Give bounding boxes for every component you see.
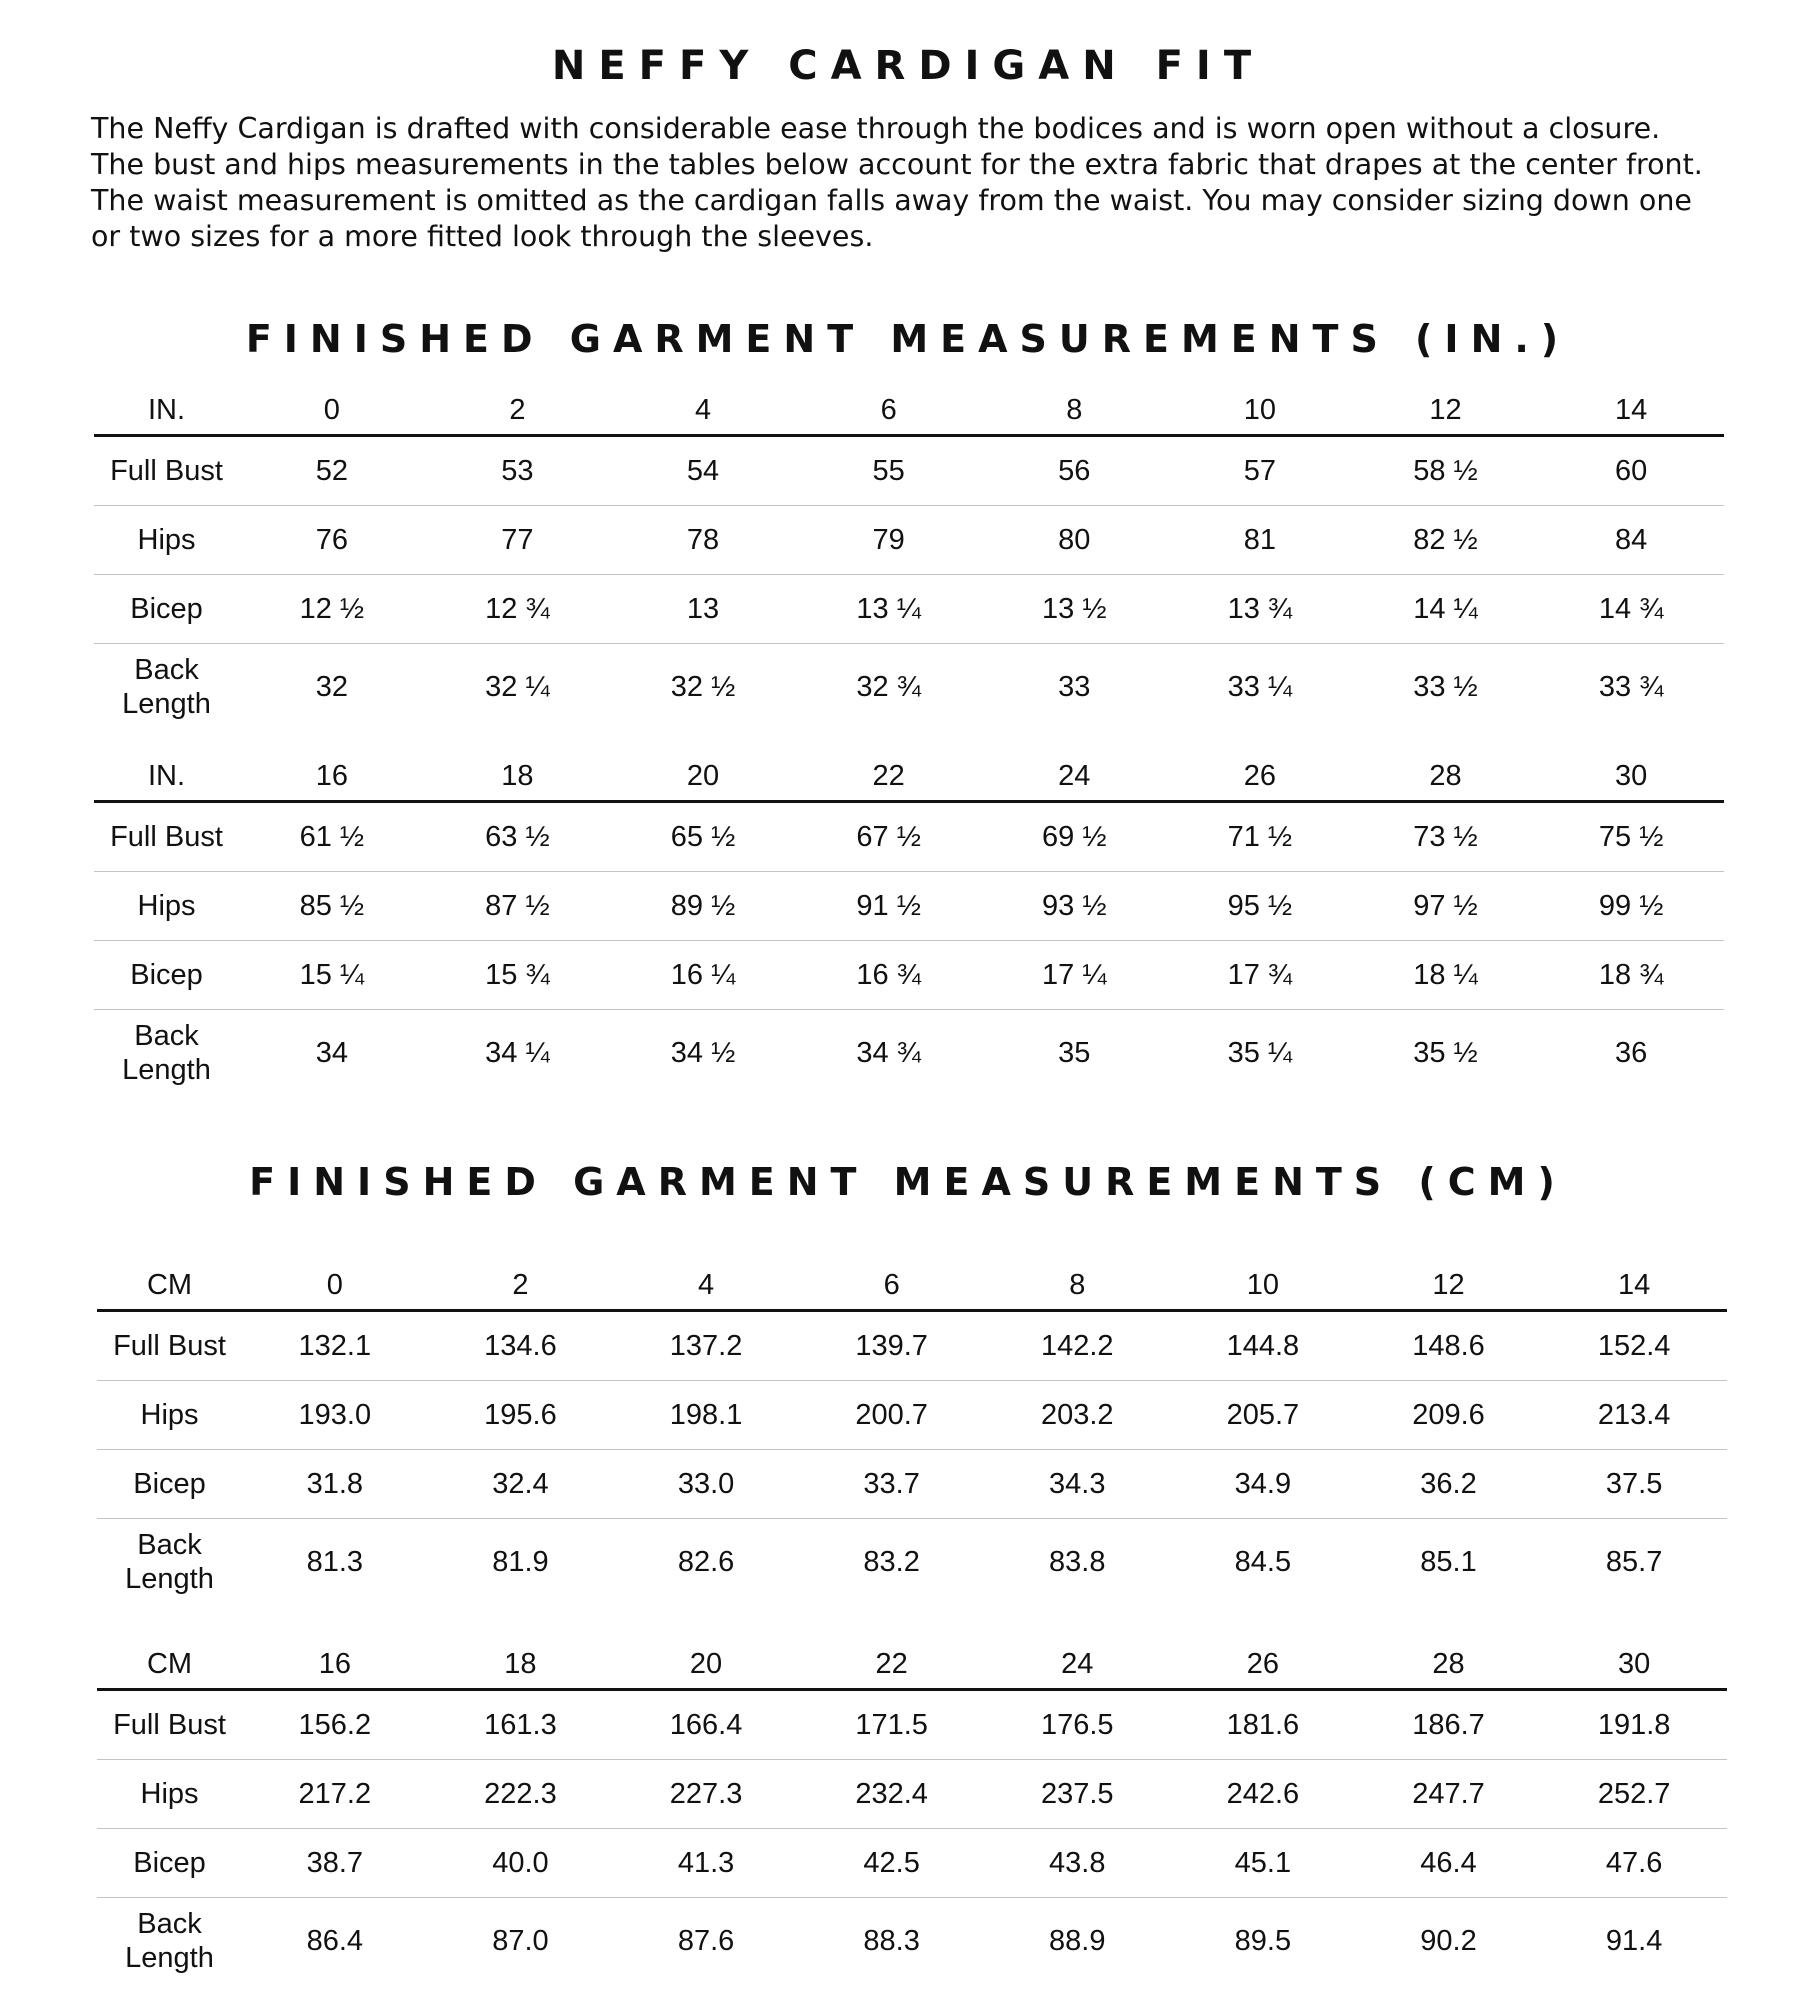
table-row	[97, 1311, 1727, 1381]
measurement-cell: 32 ½	[670, 670, 736, 703]
size-header: 24	[984, 1640, 1170, 1690]
measurement-cell: 81	[1167, 506, 1353, 575]
measurement-cell: 161.3	[428, 1690, 614, 1760]
size-header: 0	[242, 1261, 428, 1311]
measurement-cell: 12 ¾	[425, 575, 611, 644]
row-label: Bicep	[94, 575, 239, 644]
size-header: 22	[799, 1640, 985, 1690]
measurement-cell: 41.3	[613, 1829, 799, 1898]
measurement-cell: 42.5	[799, 1829, 985, 1898]
measurement-cell: 139.7	[799, 1311, 985, 1381]
measurement-cell: 54	[610, 436, 796, 506]
measurement-cell: 80	[981, 506, 1167, 575]
cm-section-heading: FINISHED GARMENT MEASUREMENTS (CM)	[249, 1160, 1567, 1204]
measurement-cell: 252.7	[1541, 1760, 1727, 1829]
header-row	[94, 752, 1724, 802]
size-header: 14	[1538, 386, 1724, 436]
header-row	[94, 386, 1724, 436]
measurement-cell: 33	[1058, 670, 1091, 703]
measurement-cell: 47.6	[1541, 1829, 1727, 1898]
measurement-cell: 16 ¼	[610, 941, 796, 1010]
size-header: 12	[1353, 386, 1539, 436]
measurement-cell: 15 ¼	[239, 941, 425, 1010]
size-header: 12	[1356, 1261, 1542, 1311]
measurement-cell: 16 ¾	[796, 941, 982, 1010]
measurement-cell: 55	[796, 436, 982, 506]
measurement-cell: 83.2	[863, 1545, 920, 1578]
measurement-cell: 18 ¾	[1538, 941, 1724, 1010]
row-label: Hips	[97, 1381, 242, 1450]
measurement-cell: 198.1	[613, 1381, 799, 1450]
row-label: Full Bust	[94, 436, 239, 506]
measurement-cell: 242.6	[1170, 1760, 1356, 1829]
measurement-cell: 65 ½	[610, 802, 796, 872]
intro-line: or two sizes for a more fitted look through the sleeves.	[91, 220, 874, 253]
measurement-cell: 217.2	[242, 1760, 428, 1829]
measurement-cell: 85 ½	[239, 872, 425, 941]
measurement-cell: 134.6	[428, 1311, 614, 1381]
measurement-cell: 13	[610, 575, 796, 644]
measurement-cell: 232.4	[799, 1760, 985, 1829]
measurement-table	[97, 1640, 1727, 1984]
measurement-cell: 32	[315, 670, 348, 703]
measurement-cell: 88.9	[1049, 1924, 1106, 1957]
intro-line: The bust and hips measurements in the tables below account for the extra fabric that drapes at the center front.	[91, 148, 1703, 181]
measurement-cell: 53	[425, 436, 611, 506]
size-header: 4	[613, 1261, 799, 1311]
measurement-cell: 186.7	[1356, 1690, 1542, 1760]
measurement-cell: 33.0	[613, 1450, 799, 1519]
row-label: Full Bust	[97, 1311, 242, 1381]
measurement-cell: 13 ¾	[1167, 575, 1353, 644]
measurement-cell: 35	[1058, 1036, 1091, 1069]
measurement-cell: 36.2	[1356, 1450, 1542, 1519]
measurement-cell: 35 ½	[1413, 1036, 1478, 1069]
measurement-cell: 58 ½	[1353, 436, 1539, 506]
measurement-cell: 222.3	[428, 1760, 614, 1829]
measurement-cell: 132.1	[242, 1311, 428, 1381]
row-label: Bicep	[97, 1829, 242, 1898]
measurement-cell: 43.8	[984, 1829, 1170, 1898]
measurement-cell: 81.3	[306, 1545, 364, 1578]
measurement-cell: 205.7	[1170, 1381, 1356, 1450]
measurement-cell: 14 ¾	[1538, 575, 1724, 644]
size-header: 26	[1167, 752, 1353, 802]
measurement-cell: 87 ½	[425, 872, 611, 941]
intro-paragraph	[91, 111, 1751, 255]
measurement-cell: 32 ¼	[485, 670, 550, 703]
measurement-cell: 33 ¾	[1598, 670, 1664, 703]
measurement-cell: 137.2	[613, 1311, 799, 1381]
measurement-cell: 166.4	[613, 1690, 799, 1760]
table-row	[97, 1519, 1727, 1606]
row-label: Bicep	[97, 1450, 242, 1519]
row-label: Bicep	[94, 941, 239, 1010]
measurement-cell: 91 ½	[796, 872, 982, 941]
table-row	[97, 1690, 1727, 1760]
table-row	[94, 506, 1724, 575]
measurement-cell: 156.2	[242, 1690, 428, 1760]
table-row	[97, 1829, 1727, 1898]
unit-header: IN.	[94, 752, 239, 802]
measurement-cell: 31.8	[242, 1450, 428, 1519]
measurement-cell: 82 ½	[1353, 506, 1539, 575]
measurement-cell: 14 ¼	[1353, 575, 1539, 644]
row-label: Hips	[94, 506, 239, 575]
size-header: 10	[1167, 386, 1353, 436]
measurement-cell: 75 ½	[1538, 802, 1724, 872]
measurement-cell: 87.0	[492, 1924, 549, 1957]
size-header: 2	[428, 1261, 614, 1311]
measurement-cell: 12 ½	[239, 575, 425, 644]
size-header: 24	[981, 752, 1167, 802]
measurement-cell: 87.6	[677, 1924, 735, 1957]
intro-line: The waist measurement is omitted as the cardigan falls away from the waist. You may consider sizing down one	[91, 184, 1692, 217]
measurement-cell: 203.2	[984, 1381, 1170, 1450]
measurement-cell: 85.1	[1420, 1545, 1477, 1578]
unit-header: IN.	[94, 386, 239, 436]
measurement-cell: 89 ½	[610, 872, 796, 941]
measurement-cell: 61 ½	[239, 802, 425, 872]
measurement-cell: 79	[796, 506, 982, 575]
measurement-cell: 37.5	[1541, 1450, 1727, 1519]
measurement-cell: 78	[610, 506, 796, 575]
row-label: Hips	[94, 872, 239, 941]
measurement-cell: 195.6	[428, 1381, 614, 1450]
measurement-table	[94, 386, 1724, 730]
row-label: Full Bust	[94, 802, 239, 872]
page-title: NEFFY CARDIGAN FIT	[551, 43, 1265, 89]
unit-header: CM	[97, 1640, 242, 1690]
measurement-cell: 82.6	[677, 1545, 735, 1578]
measurement-cell: 67 ½	[796, 802, 982, 872]
measurement-cell: 33 ½	[1413, 670, 1478, 703]
measurement-cell: 33.7	[799, 1450, 985, 1519]
measurement-cell: 18 ¼	[1353, 941, 1539, 1010]
measurement-cell: 36	[1615, 1036, 1648, 1069]
measurement-cell: 13 ¼	[796, 575, 982, 644]
size-header: 20	[613, 1640, 799, 1690]
measurement-cell: 84.5	[1234, 1545, 1292, 1578]
row-label: Back Length	[125, 1529, 214, 1595]
measurement-cell: 38.7	[242, 1829, 428, 1898]
measurement-cell: 34.9	[1170, 1450, 1356, 1519]
size-header: 16	[242, 1640, 428, 1690]
measurement-cell: 193.0	[242, 1381, 428, 1450]
size-header: 8	[984, 1261, 1170, 1311]
measurement-cell: 99 ½	[1538, 872, 1724, 941]
measurement-cell: 247.7	[1356, 1760, 1542, 1829]
measurement-cell: 85.7	[1605, 1545, 1663, 1578]
measurement-cell: 93 ½	[981, 872, 1167, 941]
measurement-cell: 90.2	[1420, 1924, 1477, 1957]
measurement-table	[94, 752, 1724, 1096]
measurement-cell: 17 ¾	[1167, 941, 1353, 1010]
table-row	[97, 1898, 1727, 1985]
measurement-cell: 56	[981, 436, 1167, 506]
size-header: 28	[1356, 1640, 1542, 1690]
measurement-cell: 152.4	[1541, 1311, 1727, 1381]
measurement-cell: 71 ½	[1167, 802, 1353, 872]
measurement-cell: 13 ½	[981, 575, 1167, 644]
measurement-cell: 84	[1538, 506, 1724, 575]
row-label: Hips	[97, 1760, 242, 1829]
table-row	[94, 644, 1724, 731]
measurement-cell: 63 ½	[425, 802, 611, 872]
measurement-cell: 148.6	[1356, 1311, 1542, 1381]
size-header: 6	[799, 1261, 985, 1311]
measurement-cell: 40.0	[428, 1829, 614, 1898]
measurement-cell: 95 ½	[1167, 872, 1353, 941]
table-row	[94, 1010, 1724, 1097]
measurement-cell: 34 ¼	[485, 1036, 550, 1069]
measurement-cell: 57	[1167, 436, 1353, 506]
measurement-cell: 181.6	[1170, 1690, 1356, 1760]
size-header: 18	[428, 1640, 614, 1690]
measurement-cell: 34	[315, 1036, 348, 1069]
measurement-cell: 237.5	[984, 1760, 1170, 1829]
size-header: 30	[1538, 752, 1724, 802]
measurement-cell: 60	[1538, 436, 1724, 506]
measurement-cell: 52	[239, 436, 425, 506]
measurement-cell: 34.3	[984, 1450, 1170, 1519]
measurement-cell: 209.6	[1356, 1381, 1542, 1450]
header-row	[97, 1640, 1727, 1690]
size-header: 16	[239, 752, 425, 802]
row-label: Back Length	[125, 1908, 214, 1974]
measurement-cell: 34 ¾	[856, 1036, 921, 1069]
measurement-cell: 88.3	[863, 1924, 920, 1957]
measurement-cell: 32 ¾	[856, 670, 921, 703]
measurement-cell: 17 ¼	[981, 941, 1167, 1010]
size-header: 18	[425, 752, 611, 802]
measurement-cell: 35 ¼	[1227, 1036, 1293, 1069]
measurement-cell: 81.9	[492, 1545, 549, 1578]
size-header: 14	[1541, 1261, 1727, 1311]
size-header: 28	[1353, 752, 1539, 802]
measurement-cell: 142.2	[984, 1311, 1170, 1381]
table-row	[94, 436, 1724, 506]
table-row	[94, 872, 1724, 941]
header-row	[97, 1261, 1727, 1311]
measurement-cell: 76	[239, 506, 425, 575]
table-row	[94, 575, 1724, 644]
measurement-cell: 144.8	[1170, 1311, 1356, 1381]
table-row	[94, 802, 1724, 872]
size-header: 8	[981, 386, 1167, 436]
size-header: 22	[796, 752, 982, 802]
measurement-cell: 15 ¾	[425, 941, 611, 1010]
table-row	[97, 1381, 1727, 1450]
table-row	[94, 941, 1724, 1010]
size-header: 2	[425, 386, 611, 436]
size-header: 10	[1170, 1261, 1356, 1311]
table-row	[97, 1760, 1727, 1829]
measurement-cell: 73 ½	[1353, 802, 1539, 872]
measurement-cell: 91.4	[1605, 1924, 1663, 1957]
size-header: 26	[1170, 1640, 1356, 1690]
measurement-cell: 213.4	[1541, 1381, 1727, 1450]
size-header: 4	[610, 386, 796, 436]
measurement-cell: 46.4	[1356, 1829, 1542, 1898]
inches-section-heading: FINISHED GARMENT MEASUREMENTS (IN.)	[245, 317, 1571, 361]
row-label: Back Length	[122, 1020, 211, 1086]
measurement-cell: 89.5	[1234, 1924, 1292, 1957]
measurement-cell: 69 ½	[981, 802, 1167, 872]
measurement-cell: 32.4	[428, 1450, 614, 1519]
measurement-cell: 34 ½	[670, 1036, 736, 1069]
size-header: 6	[796, 386, 982, 436]
measurement-cell: 200.7	[799, 1381, 985, 1450]
measurement-cell: 191.8	[1541, 1690, 1727, 1760]
measurement-cell: 97 ½	[1353, 872, 1539, 941]
measurement-cell: 86.4	[306, 1924, 364, 1957]
measurement-cell: 77	[425, 506, 611, 575]
intro-line: The Neffy Cardigan is drafted with considerable ease through the bodices and is worn open without a closure.	[91, 112, 1661, 145]
measurement-cell: 176.5	[984, 1690, 1170, 1760]
measurement-cell: 45.1	[1170, 1829, 1356, 1898]
measurement-cell: 83.8	[1049, 1545, 1106, 1578]
size-header: 0	[239, 386, 425, 436]
measurement-cell: 33 ¼	[1227, 670, 1293, 703]
size-header: 20	[610, 752, 796, 802]
table-row	[97, 1450, 1727, 1519]
unit-header: CM	[97, 1261, 242, 1311]
measurement-table	[97, 1261, 1727, 1605]
measurement-cell: 227.3	[613, 1760, 799, 1829]
size-header: 30	[1541, 1640, 1727, 1690]
row-label: Back Length	[122, 654, 211, 720]
measurement-cell: 171.5	[799, 1690, 985, 1760]
row-label: Full Bust	[97, 1690, 242, 1760]
